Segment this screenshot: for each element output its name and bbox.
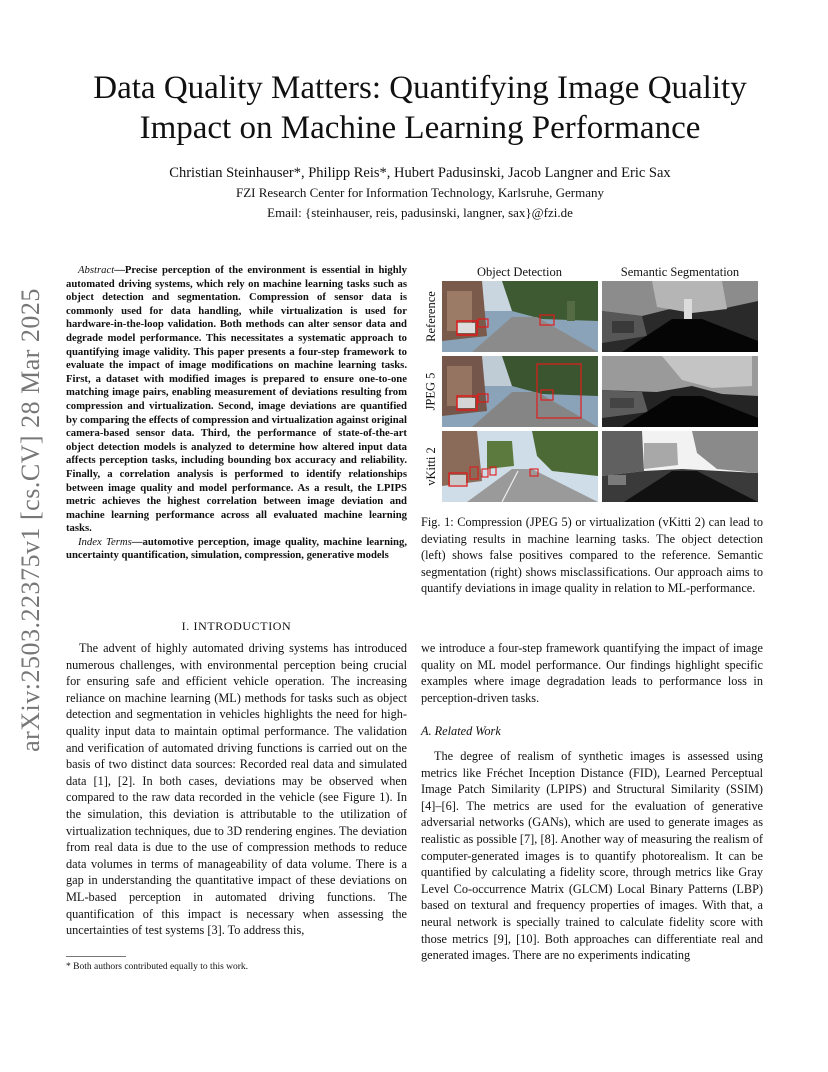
image-reference-segmentation: [602, 281, 758, 352]
image-jpeg-detection: [442, 356, 598, 427]
abstract-label: Abstract: [78, 264, 115, 276]
related-work-paragraph: The degree of realism of synthetic images is assessed using metrics like Fréchet Inception Distance (FID), Learned Perceptual Image Patch Similarity (LPIPS) and Structural Similarity (SSIM) [4]–[6]. The metrics are used for the evaluation of generative adversarial networks (GANs), which are used to generate images as realistic as possible [7], [8]. Another way of measuring the realism of computer-generated images is to quantify photorealism. It can be quantified by calculating a fidelity score, through metrics like Gray Level Co-occurrence Matrix (GLCM) Local Binary Patterns (LBP) based on textural and frequency properties of images. With that, a neural network is specially trained to calculate fidelity score with those metrics [9], [10]. Both approaches can differentiate real and generated images. There are no experiments indicating: [421, 749, 763, 963]
arxiv-id-text: arXiv:2503.22375v1 [cs.CV] 28 Mar 2025: [16, 288, 45, 752]
index-terms-label: Index Terms: [78, 535, 132, 548]
author-block: [70, 163, 770, 223]
figure-row-label-jpeg: JPEG 5: [423, 372, 438, 411]
arxiv-identifier: [14, 270, 48, 770]
introduction-body: [66, 640, 407, 939]
email: Email: {steinhauser, reis, padusinski, langner, sax}@fzi.de: [267, 205, 573, 220]
image-vkitti-detection: [442, 431, 598, 502]
caption-text: Fig. 1: Compression (JPEG 5) or virtualization (vKitti 2) can lead to deviating results in machine learning tasks. The object detection (left) shows false positives compared to the reference. Semantic segmentation (right) shows misclassifications. Our approach aims to quantify deviations in image quality in relation to ML-performance.: [421, 515, 763, 596]
figure-column-object-detection: Object Detection: [476, 265, 563, 279]
intro-continuation: [421, 640, 763, 706]
subsection-title-related-work: A. Related Work: [421, 724, 501, 738]
abstract-text: —Precise perception of the environment is essential in highly automated driving systems, which rely on machine learning tasks such as object detection and segmentation. Compression of sensor data is commonly used for data handling, while virtualization is used for hardware-in-the-loop validation. Both methods can alter sensor data and degrade model performance. This necessitates a systematic approach to quantifying image validity. This paper presents a four-step framework to evaluate the impact of image modifications on machine learning tasks. First, a dataset with modified images is prepared to ensure one-to-one matching image pairs, enabling measurement of deviations resulting from compression and virtualization. Second, image deviations are quantified by comparing the effects of compression and virtualization against original camera-based sensor data. Third, the performance of state-of-the-art object detection models is analyzed to determine how altered input data affects perception tasks, including bounding box accuracy and reliability. Finally, a correlation analysis is performed to identify relationships between image quality and model performance. As a result, the LPIPS metric achieves the highest correlation between image deviation and machine learning performance across all evaluated machine learning tasks.: [66, 264, 407, 535]
figure-row-label-vkitti: vKitti 2: [423, 447, 438, 486]
image-vkitti-segmentation: [602, 431, 758, 502]
figure-column-semantic-segmentation: Semantic Segmentation: [620, 265, 740, 279]
intro-paragraph: The advent of highly automated driving systems has introduced numerous challenges, with environmental perception being crucial for ensuring safe and efficient vehicle operation. The increasing reliance on machine learning (ML) methods for tasks such as object detection and segmentation in vehicles highlights the need for high-quality input data to maintain optimal performance. The validation and verification of automated driving functions is carried out on the basis of two distinct data sources: Recorded real data and simulated data [1], [2]. In both cases, deviations may be observed when compared to the raw data recorded in the vehicle (see Figure 1). In the simulation, this deviation is attributable to the utilization of virtualization techniques, due to 3D rendering engines. The deviation from real data is due to the use of compression methods to reduce data volumes in terms of manageability of data volume. There is a gap in understanding the quantitative impact of these deviations on ML-based perception in automated driving functions. The quantification of this impact is necessary when assessing the uncertainties of test systems [3]. To address this,: [66, 641, 407, 938]
figure-row-label-reference: Reference: [423, 291, 438, 342]
footnote-rule: [66, 956, 126, 957]
paper-title: [70, 68, 770, 148]
author-names: Christian Steinhauser*, Philipp Reis*, Hubert Padusinski, Jacob Langner and Eric Sax: [169, 165, 671, 181]
related-work-body: [421, 748, 763, 964]
title-line-2: Impact on Machine Learning Performance: [139, 110, 701, 146]
image-jpeg-segmentation: [602, 356, 758, 427]
intro-continuation-paragraph: we introduce a four-step framework quantifying the impact of image quality on ML model performance. Our findings highlight specific examples where image degradation leads to performance loss in perception-driven tasks.: [421, 641, 763, 705]
footnote: * Both authors contributed equally to this work.: [66, 962, 249, 972]
title-line-1: Data Quality Matters: Quantifying Image Quality: [93, 70, 747, 106]
abstract: [66, 264, 407, 563]
affiliation: FZI Research Center for Information Technology, Karlsruhe, Germany: [235, 185, 605, 200]
index-terms-text: —automotive perception, image quality, machine learning, uncertainty quantification, simulation, compression, generative models: [66, 535, 407, 562]
image-reference-detection: [442, 281, 598, 352]
figure-caption: [421, 514, 763, 597]
section-title-introduction: I. INTRODUCTION: [181, 619, 292, 633]
